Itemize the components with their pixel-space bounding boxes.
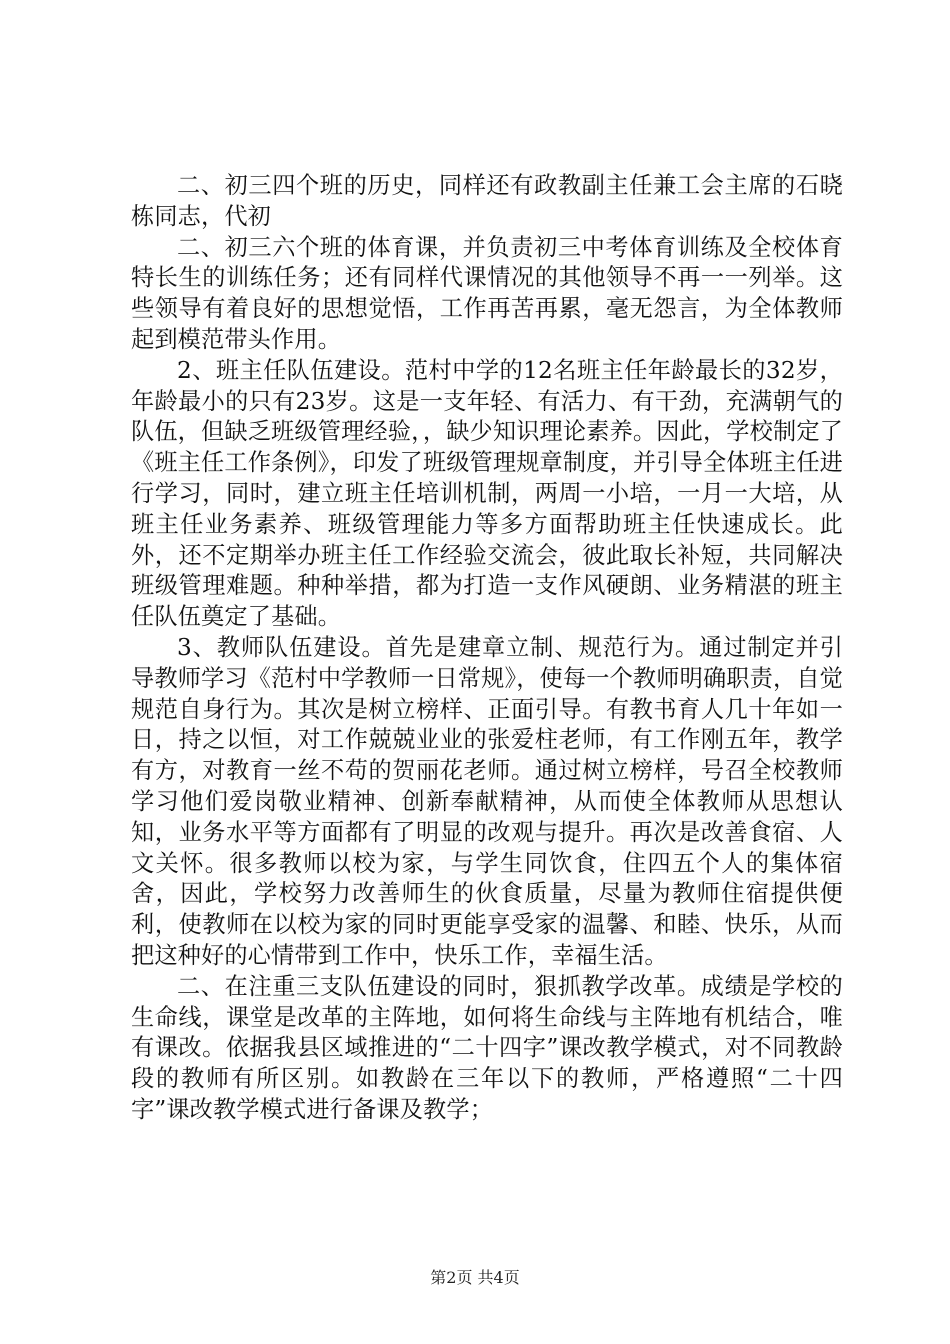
document-body xyxy=(131,171,843,1126)
paragraph: 二、初三四个班的历史，同样还有政教副主任兼工会主席的石晓栋同志，代初 xyxy=(131,172,843,230)
paragraph: 二、初三六个班的体育课，并负责初三中考体育训练及全校体育特长生的训练任务；还有同样代课情况的其他领导不再一一列举。这些领导有着良好的思想觉悟，工作再苦再累，毫无怨言，为全体教师起到模范带头作用。 xyxy=(131,233,843,353)
paragraph: 二、在注重三支队伍建设的同时，狠抓教学改革。成绩是学校的生命线，课堂是改革的主阵地，如何将生命线与主阵地有机结合，唯有课改。依据我县区域推进的“二十四字”课改教学模式，对不同教龄段的教师有所区别。如教龄在三年以下的教师，严格遵照“二十四字”课改教学模式进行备课及教学； xyxy=(131,972,843,1123)
paragraph: 2、班主任队伍建设。范村中学的12名班主任年龄最长的32岁，年龄最小的只有23岁。这是一支年轻、有活力、有干劲，充满朝气的队伍，但缺乏班级管理经验，，缺少知识理论素养。因此，学校制定了《班主任工作条例》，印发了班级管理规章制度，并引导全体班主任进行学习，同时，建立班主任培训机制，两周一小培，一月一大培，从班主任业务素养、班级管理能力等多方面帮助班主任快速成长。此外，还不定期举办班主任工作经验交流会，彼此取长补短，共同解决班级管理难题。种种举措，都为打造一支作风硬朗、业务精湛的班主任队伍奠定了基础。 xyxy=(131,356,843,631)
page-footer: 第2页 共4页 xyxy=(430,1268,520,1287)
paragraph: 3、教师队伍建设。首先是建章立制、规范行为。通过制定并引导教师学习《范村中学教师一日常规》，使每一个教师明确职责，自觉规范自身行为。其次是树立榜样、正面引导。有教书育人几十年如一日，持之以恒，对工作兢兢业业的张爱柱老师，有工作刚五年，教学有方，对教育一丝不苟的贺丽花老师。通过树立榜样，号召全校教师学习他们爱岗敬业精神、创新奉献精神，从而使全体教师从思想认知，业务水平等方面都有了明显的改观与提升。再次是改善食宿、人文关怀。很多教师以校为家，与学生同饮食，住四五个人的集体宿舍，因此，学校努力改善师生的伙食质量，尽量为教师住宿提供便利，使教师在以校为家的同时更能享受家的温馨、和睦、快乐，从而把这种好的心情带到工作中，快乐工作，幸福生活。 xyxy=(131,633,843,969)
